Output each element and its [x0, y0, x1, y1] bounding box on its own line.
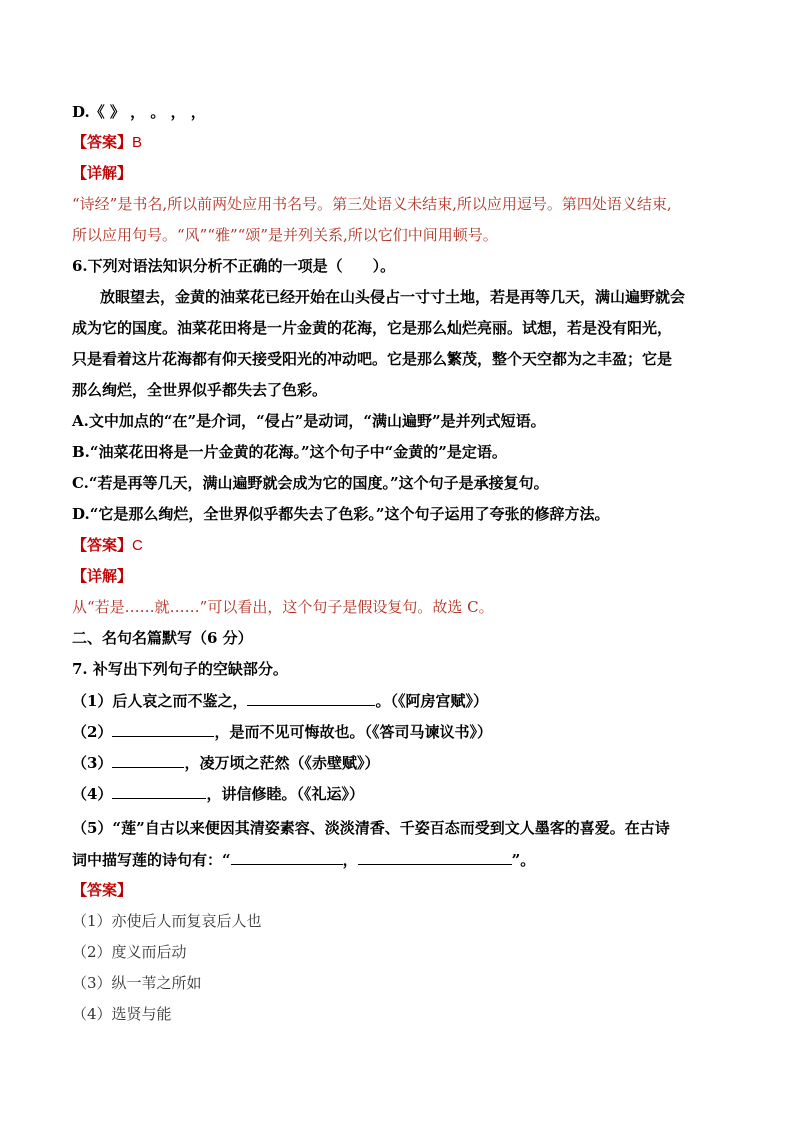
q6-passage-line3: 只是看着这片花海都有仰天接受阳光的冲动吧。它是那么繁茂，整个天空都为之丰盈；它是 — [72, 350, 673, 368]
q6-passage-line4: 那么绚烂，全世界似乎都失去了色彩。 — [72, 381, 328, 399]
q5-option-d: D.《 》 ， 。 ， ， — [72, 103, 206, 121]
fill-blank[interactable] — [231, 849, 343, 865]
q7-answer-1: （1）亦使后人而复哀后人也 — [72, 912, 262, 930]
q7-item5-pre: 词中描写莲的诗句有：“ — [72, 851, 231, 869]
q7-item2-post: ，是而不见可悔故也。（《答司马谏议书》） — [214, 723, 492, 741]
q7-item5-line2 — [72, 849, 535, 870]
answer-tag: 【答案】 — [72, 133, 133, 151]
section2-heading: 二、名句名篇默写（6 分） — [72, 629, 253, 647]
q5-answer — [72, 132, 142, 153]
q7-item3-post: ，凌万顷之茫然（《赤壁赋》） — [184, 754, 380, 772]
q7-item1-post: 。（《阿房宫赋》） — [375, 692, 488, 710]
q7-stem: 7. 补写出下列句子的空缺部分。 — [72, 660, 288, 678]
q6-stem: 6.下列对语法知识分析不正确的一项是（ ）。 — [72, 257, 396, 275]
q6-option-c: C.“若是再等几天，满山遍野就会成为它的国度。”这个句子是承接复句。 — [72, 474, 549, 492]
q7-item1-pre: （1）后人哀之而不鉴之， — [72, 692, 248, 710]
q7-item4 — [72, 783, 364, 804]
q7-item4-post: ，讲信修睦。（《礼运》） — [206, 785, 364, 803]
q7-item2-pre: （2） — [72, 723, 113, 741]
fill-blank[interactable] — [358, 849, 512, 865]
answer-tag: 【答案】 — [72, 536, 133, 554]
answer-value: B — [132, 134, 143, 151]
q6-passage-line2: 成为它的国度。油菜花田将是一片金黄的花海，它是那么灿烂亮丽。试想，若是没有阳光， — [72, 319, 673, 337]
q6-option-b: B.“油菜花田将是一片金黄的花海。”这个句子中“金黄的”是定语。 — [72, 443, 507, 461]
q6-option-d: D.“它是那么绚烂，全世界似乎都失去了色彩。”这个句子运用了夸张的修辞方法。 — [72, 505, 610, 523]
q7-item5-post: ”。 — [511, 851, 536, 869]
q7-item4-pre: （4） — [72, 785, 113, 803]
q7-item5-mid: ， — [342, 851, 358, 869]
q7-answer-3: （3）纵一苇之所如 — [72, 974, 202, 992]
q5-detail-line2: 所以应用句号。“风”“雅”“颂”是并列关系,所以它们中间用顿号。 — [72, 226, 498, 244]
q7-answer-2: （2）度义而后动 — [72, 943, 187, 961]
answer-value: C — [132, 537, 143, 554]
q5-detail-line1: “诗经”是书名,所以前两处应用书名号。第三处语义未结束,所以应用逗号。第四处语义结束, — [72, 195, 672, 213]
q7-answer-tag: 【答案】 — [72, 881, 133, 899]
q6-detail: 从“若是……就……”可以看出，这个句子是假设复句。故选 C。 — [72, 598, 494, 616]
q5-detail-tag: 【详解】 — [72, 164, 133, 182]
q6-passage-line1: 放眼望去，金黄的油菜花已经开始在山头侵占一寸寸土地，若是再等几天，满山遍野就会 — [100, 288, 686, 306]
fill-blank[interactable] — [247, 690, 375, 706]
fill-blank[interactable] — [112, 752, 184, 768]
q7-item1 — [72, 690, 488, 711]
q7-item2 — [72, 721, 492, 742]
q6-option-a: A.文中加点的“在”是介词，“侵占”是动词，“满山遍野”是并列式短语。 — [72, 412, 546, 430]
q6-answer — [72, 535, 143, 556]
q6-detail-tag: 【详解】 — [72, 567, 133, 585]
fill-blank[interactable] — [112, 721, 214, 737]
fill-blank[interactable] — [112, 783, 206, 799]
q7-answer-4: （4）选贤与能 — [72, 1005, 172, 1023]
q7-item5-line1: （5）“莲”自古以来便因其清姿素容、淡淡清香、千姿百态而受到文人墨客的喜爱。在古诗 — [72, 819, 670, 837]
q7-item3 — [72, 752, 379, 773]
q7-item3-pre: （3） — [72, 754, 113, 772]
